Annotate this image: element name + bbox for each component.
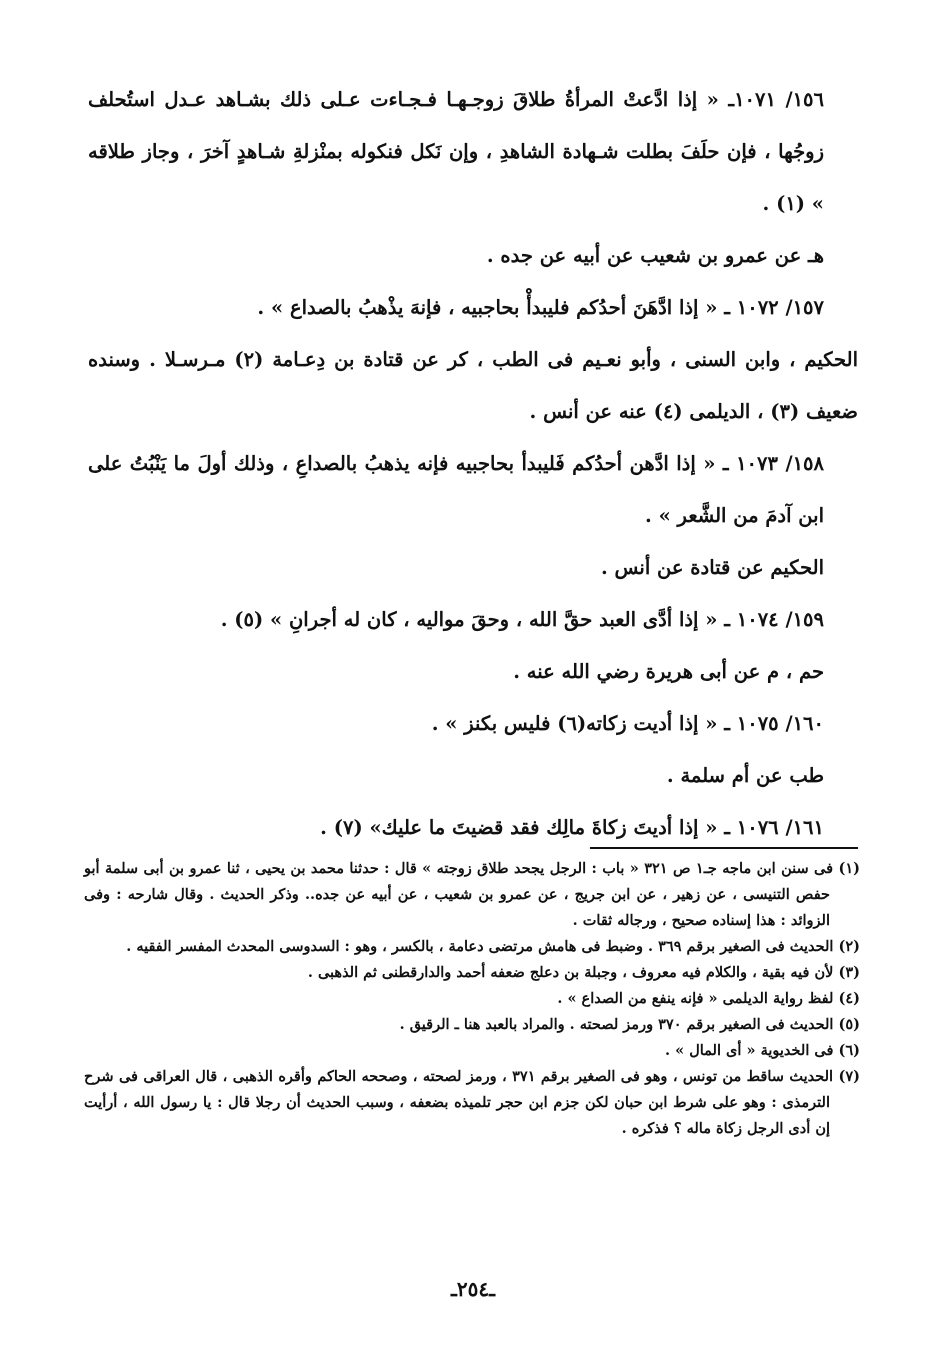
hadith-157: ١٥٧/ ١٠٧٢ ـ « إذا ادَّهَنَ أحدُكم فليبدأْ بحاجبيه ، فإنهَ يذْهبُ بالصداع » . [257,296,824,319]
footnote-4: (٤) لفظ رواية الديلمى « فإنه ينفع من الصداع » . [557,990,860,1007]
footnote-5: (٥) الحديث فى الصغير برقم ٣٧٠ ورمز لصحته . والمراد بالعبد هنا ـ الرقيق . [399,1016,860,1033]
footnote-separator [590,847,858,849]
source-160: طب عن أم سلمة . [666,764,824,787]
footnote-2: (٢) الحديث فى الصغير برقم ٣٦٩ . وضبط فى هامش مرتضى دعامة ، بالكسر ، وهو : السدوسى المحدث المفسر الفقيه . [126,938,860,955]
footnote-3: (٣) لأن فيه بقية ، والكلام فيه معروف ، وجبلة بن دعلج ضعفه أحمد والدارقطنى ثم الذهبى . [307,964,860,981]
hadith-159: ١٥٩/ ١٠٧٤ ـ « إذا أدَّى العبد حقَّ الله ، وحقَ مواليه ، كان له أجرانِ » (٥) . [220,608,824,631]
hadith-158: ١٥٨/ ١٠٧٣ ـ « إذا ادَّهن أحدُكم فَليبدأ بحاجبيه فإنه يذهبُ بالصداعِ ، وذلك أولَ ما يَنْبُتُ على ابن آدمَ من الشَّعر » . [88,452,824,527]
footnote-7: (٧) الحديث ساقط من تونس ، وهو فى الصغير برقم ٣٧١ ، ورمز لصحته ، وصححه الحاكم وأقره الذهبى ، قال العراقى فى شرح الترمذى : وهو على شرط ابن حبان لكن جزم ابن حجر تلميذه بضعفه ، وسبب الحديث أن رجلا قال : يا رسول الله ، أرأيت إن أدى الرجل زكاة ماله ؟ فذكره . [84,1068,860,1137]
hadith-160: ١٦٠/ ١٠٧٥ ـ « إذا أديت زكاته(٦) فليس بكنز » . [431,712,824,735]
footnote-6: (٦) فى الخديوية « أى المال » . [665,1042,860,1059]
source-159: حم ، م عن أبى هريرة رضي الله عنه . [513,660,824,683]
hadith-156: ١٥٦/ ١٠٧١ـ « إذا ادَّعتْ المرأةُ طلاقَ زوجـهـا فـجـاءت عـلى ذلك بشـاهد عـدل استُحلف زوجُها ، فإن حلَفَ بطلت شـهادة الشاهدِ ، وإن نَكل فنكوله بمنْزلةِ شـاهدٍ آخرَ ، وجاز طلاقه » (١) . [88,88,824,215]
page-number: ـ٢٥٤ـ [451,1277,495,1301]
footnote-1: (١) فى سنن ابن ماجه جـ١ ص ٣٢١ « باب : الرجل يجحد طلاق زوجته » قال : حدثنا محمد بن يحيى ، ثنا عمرو بن أبى سلمة أبو حفص التنيسى ، عن زهير ، عن ابن جريج ، عن عمرو بن شعيب ، عن أبيه عن جده.. وذكر الحديث . وقال شارحه : وفى الزوائد : هذا إسناده صحيح ، ورجاله ثقات . [84,860,860,929]
footnotes [84,856,860,1142]
hadith-161: ١٦١/ ١٠٧٦ ـ « إذا أديتَ زكاةَ مالِك فقد قضيتَ ما عليك» (٧) . [320,816,824,839]
main-text [88,74,858,854]
source-156: هـ عن عمرو بن شعيب عن أبيه عن جده . [486,244,824,267]
source-157: الحكيم ، وابن السنى ، وأبو نعـيم فى الطب ، كر عن قتادة بن دِعـامة (٢) مـرسـلا . وسنده ضعيف (٣) ، الديلمى (٤) عنه عن أنس . [88,348,858,423]
source-158: الحكيم عن قتادة عن أنس . [600,556,824,579]
